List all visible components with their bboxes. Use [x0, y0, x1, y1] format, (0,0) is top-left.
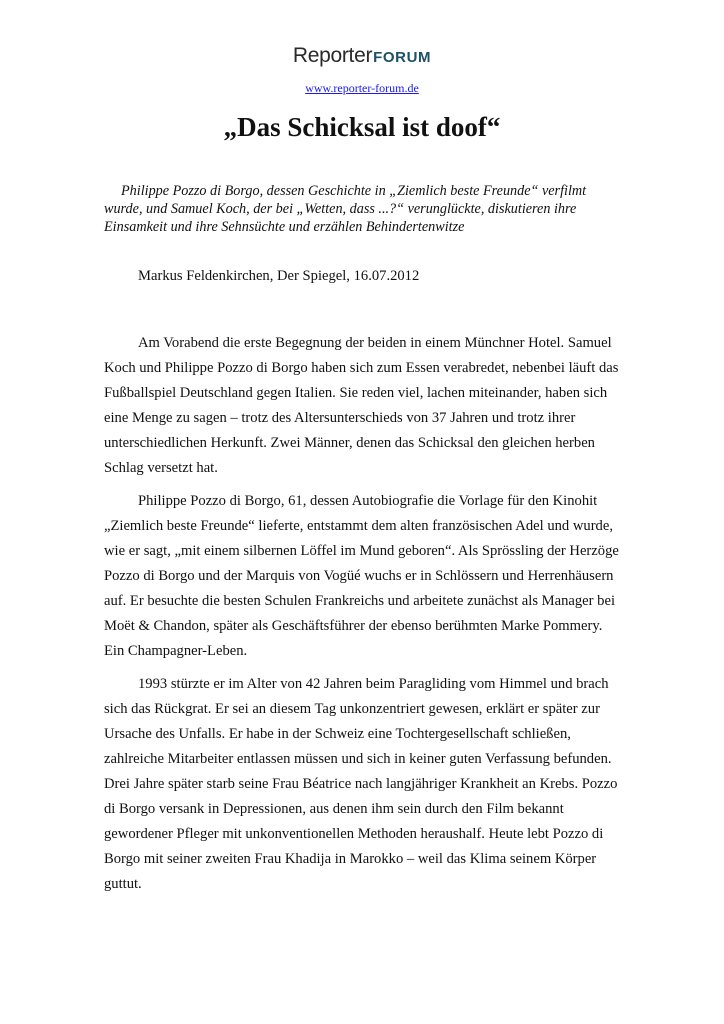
- logo-text-reporter: Reporter: [292, 44, 373, 67]
- body-paragraph-2: Philippe Pozzo di Borgo, 61, dessen Autobiografie die Vorlage für den Kinohit „Ziemlich beste Freunde“ lieferte, entstammt dem alten französischen Adel und wurde, wie er sagt, „mit einem silbernen Löffel im Mund geboren“. Als Sprössling der Herzöge Pozzo di Borgo und der Marquis von Vogüé wuchs er in Schlössern und Herrenhäusern auf. Er besuchte die besten Schulen Frankreichs und arbeitete zunächst als Manager bei Moët & Chandon, später als Geschäftsführer der ebenso berühmten Marke Pommery. Ein Champagner-Leben.: [104, 493, 619, 659]
- article-body: [104, 331, 620, 905]
- body-paragraph-1: Am Vorabend die erste Begegnung der beiden in einem Münchner Hotel. Samuel Koch und Philippe Pozzo di Borgo haben sich zum Essen verabredet, nebenbei läuft das Fußballspiel Deutschland gegen Italien. Sie reden viel, lachen miteinander, haben sich eine Menge zu sagen – trotz des Altersunterschieds von 37 Jahren und trotz ihrer unterschiedlichen Herkunft. Zwei Männer, denen das Schicksal den gleichen herben Schlag versetzt hat.: [104, 335, 619, 476]
- body-paragraph-3: 1993 stürzte er im Alter von 42 Jahren beim Paragliding vom Himmel und brach sich das Rückgrat. Er sei an diesem Tag unkonzentriert gewesen, erklärt er später zur Ursache des Unfalls. Er habe in der Schweiz eine Tochtergesellschaft schließen, zahlreiche Mitarbeiter entlassen müssen und sich in keiner guten Verfassung befunden. Drei Jahre später starb seine Frau Béatrice nach langjähriger Krankheit an Krebs. Pozzo di Borgo versank in Depressionen, aus denen ihm sein durch den Film bekannt gewordener Pfleger mit unkonventionellen Methoden heraushalf. Heute lebt Pozzo di Borgo mit seiner zweiten Frau Khadija in Marokko – weil das Klima seinem Körper guttut.: [104, 676, 618, 892]
- reporter-forum-logo: [0, 44, 724, 68]
- article-teaser: Philippe Pozzo di Borgo, dessen Geschichte in „Ziemlich beste Freunde“ verfilmt wurde, und Samuel Koch, der bei „Wetten, dass ...?“ verunglückte, diskutieren ihre Einsamkeit und ihre Sehnsüchte und erzählen Behindertenwitze: [104, 183, 587, 235]
- article-byline: Markus Feldenkirchen, Der Spiegel, 16.07.2012: [138, 268, 420, 284]
- website-link[interactable]: www.reporter-forum.de: [305, 81, 419, 95]
- article-title: „Das Schicksal ist doof“: [223, 112, 501, 142]
- logo-text-forum: FORUM: [373, 49, 432, 66]
